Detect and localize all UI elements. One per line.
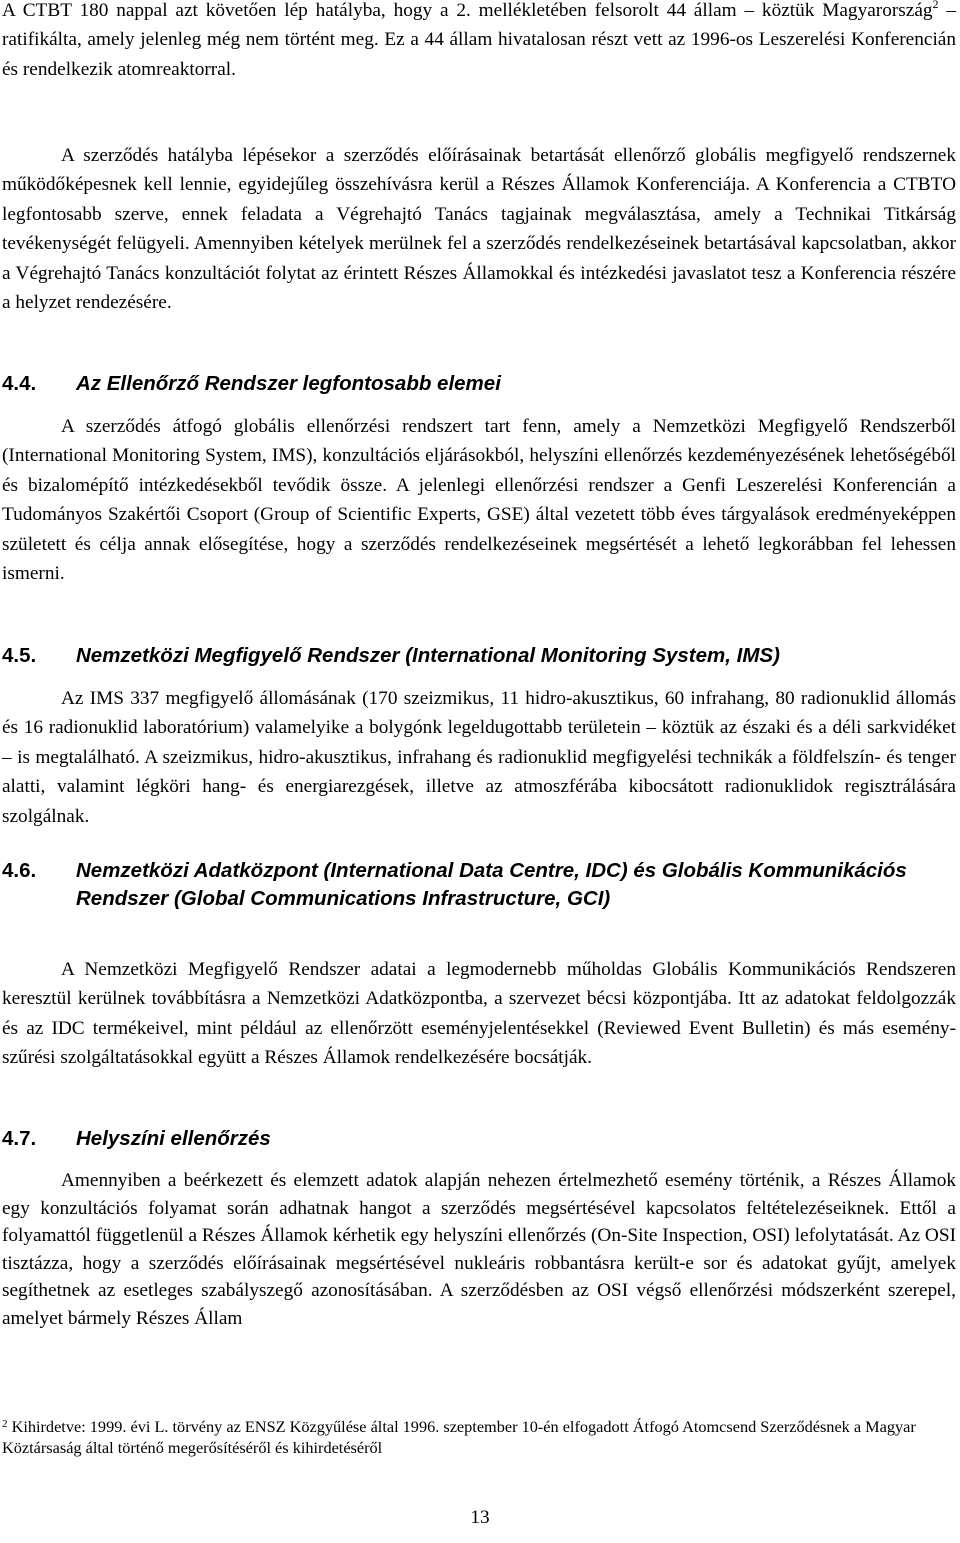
section-title: Nemzetközi Megfigyelő Rendszer (International Monitoring System, IMS) xyxy=(76,644,780,667)
paragraph-ims-stations: Az IMS 337 megfigyelő állomásának (170 szeizmikus, 11 hidro-akusztikus, 60 infrahang, 80 radionuklid állomás és 16 radionuklid laboratórium) valamelyike a bolygónk legeldugottabb területein – köztük az északi és a déli sarkvidéket – is megtalálható. A szeizmikus, hidro-akusztikus, infrahang és radionuklid megfigyelési technikák a földfelszín- és tenger alatti, valamint légköri hang- és energiarezgések, illetve az atmoszférába kibocsátott radionuklidok regisztrálására szolgálnak. xyxy=(2,688,956,827)
paragraph-text: A CTBT 180 nappal azt követően lép hatályba, hogy a 2. mellékletében felsorolt 44 állam – köztük Magyarország xyxy=(2,0,933,21)
paragraph-on-site-inspection: Amennyiben a beérkezett és elemzett adatok alapján nehezen értelmezhető esemény történik, a Részes Államok egy konzultációs folyamat során adhatnak hangot a szerződés megsértésével kapcsolatos feltételezéseiknek. Ettől a folyamattól függetlenül a Részes Államok kérhetik egy helyszíni ellenőrzés (On-Site Inspection, OSI) lefolytatását. Az OSI tisztázza, hogy a szerződés előírásainak megsértésével nukleáris robbantásra került-e sor és adatokat gyűjt, amelyek segíthetnek az esetleges szabályszegő azonosításában. A szerződésben az OSI végső ellenőrzési módszerként szerepel, amelyet bármely Részes Állam xyxy=(2,1170,956,1329)
paragraph-ctbt-entry-into-force xyxy=(2,0,956,84)
section-heading-4-5 xyxy=(2,642,956,670)
section-title: Nemzetközi Adatközpont (International Data Centre, IDC) és Globális Kommunikációs Rendszer (Global Communications Infrastructure, GCI) xyxy=(76,859,907,910)
paragraph-text: – ratifikálta, amely jelenleg még nem történt meg. Ez a 44 állam hivatalosan részt vett az 1996-os Leszerelési Konferencián és rendelkezik atomreaktorral. xyxy=(2,0,956,80)
footnote xyxy=(2,1414,956,1458)
section-number: 4.4. xyxy=(2,372,37,395)
section-number: 4.5. xyxy=(2,644,37,667)
footnote-text: Kihirdetve: 1999. évi L. törvény az ENSZ Közgyűlése által 1996. szeptember 10-én elfogadott Átfogó Atomcsend Szerződésnek a Magyar Köztársaság által történő megerősítéséről és kihirdetéséről xyxy=(2,1417,916,1457)
page-number: 13 xyxy=(470,1507,490,1528)
section-heading-4-4 xyxy=(2,370,956,398)
section-number: 4.7. xyxy=(2,1127,37,1150)
paragraph-verification-regime: A szerződés átfogó globális ellenőrzési rendszert tart fenn, amely a Nemzetközi Megfigyelő Rendszerből (International Monitoring System, IMS), konzultációs eljárásokból, helyszíni ellenőrzés kezdeményezésének lehetőségéből és bizalomépítő intézkedésekből tevődik össze. A jelenlegi ellenőrzési rendszer a Genfi Leszerelési Konferencián a Tudományos Szakértői Csoport (Group of Scientific Experts, GSE) által vezetett több éves tárgyalások eredményeképpen született és célja annak elősegítése, hogy a szerződés rendelkezéseinek megsértését a lehető legkorábban fel lehessen ismerni. xyxy=(2,416,956,585)
footnote-mark: 2 xyxy=(2,1418,8,1430)
section-heading-4-7 xyxy=(2,1125,956,1153)
paragraph-idc-gci: A Nemzetközi Megfigyelő Rendszer adatai a legmodernebb műholdas Globális Kommunikációs Rendszeren keresztül kerülnek továbbításra a Nemzetközi Adatközpontba, a szervezet bécsi központjába. Itt az adatokat feldolgozzák és az IDC termékeivel, mint például az ellenőrzött eseményjelentésekkel (Reviewed Event Bulletin) és más esemény-szűrési szolgáltatásokkal együtt a Részes Államok rendelkezésére bocsátják. xyxy=(2,959,956,1069)
section-title: Az Ellenőrző Rendszer legfontosabb elemei xyxy=(76,372,501,395)
section-heading-4-6 xyxy=(2,857,956,913)
section-title: Helyszíni ellenőrzés xyxy=(76,1127,271,1150)
section-number: 4.6. xyxy=(2,859,37,882)
footnote-reference: 2 xyxy=(932,0,939,11)
paragraph-conference-of-states-parties: A szerződés hatályba lépésekor a szerződés előírásainak betartását ellenőrző globális megfigyelő rendszernek működőképesnek kell lennie, egyidejűleg összehívásra kerül a Részes Államok Konferenciája. A Konferencia a CTBTO legfontosabb szerve, ennek feladata a Végrehajtó Tanács tagjainak megválasztása, amely a Technikai Titkárság tevékenységét felügyeli. Amennyiben kételyek merülnek fel a szerződés rendelkezéseinek betartásával kapcsolatban, akkor a Végrehajtó Tanács konzultációt folytat az érintett Részes Államokkal és intézkedési javaslatot tesz a Konferencia részére a helyzet rendezésére. xyxy=(2,145,956,314)
